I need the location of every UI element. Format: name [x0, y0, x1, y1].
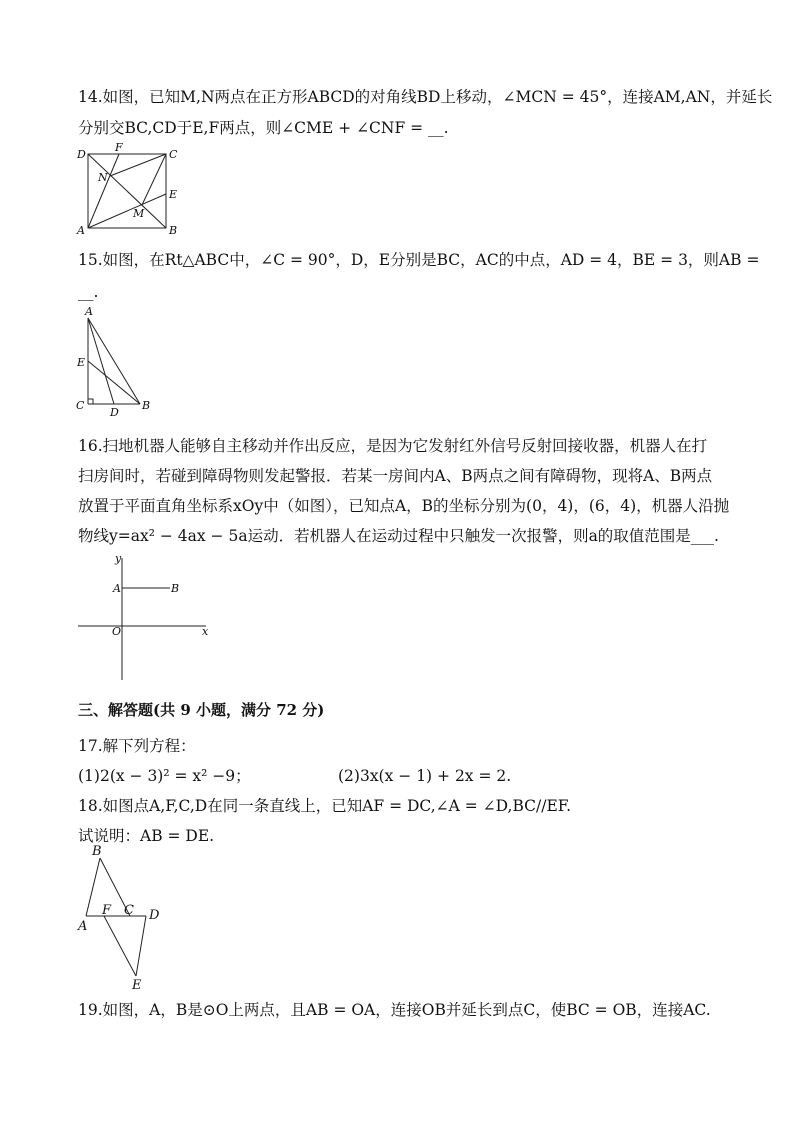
q14-label-e: E [169, 188, 178, 201]
q16-line3: 放置于平面直角坐标系xOy中（如图），已知点A，B的坐标分别为(0，4)，(6，4)，机器人沿抛 [78, 497, 730, 515]
q15-label-e: E [77, 356, 86, 369]
segment-de [136, 916, 146, 976]
q18-line1: 18.如图点A,F,C,D在同一条直线上，已知AF = DC,∠A = ∠D,BC//EF. [78, 797, 572, 815]
q16-line4: 物线y=ax² − 4ax − 5a运动．若机器人在运动过程中只触发一次报警，则a的取值范围是___. [78, 527, 719, 545]
q15-line2: __. [78, 283, 99, 301]
q18-label-a: A [78, 919, 88, 934]
q18-label-b: B [92, 844, 102, 859]
q17-part2: (2)3x(x − 1) + 2x = 2. [338, 767, 512, 785]
q16-line1: 16.扫地机器人能够自主移动并作出反应，是因为它发射红外信号反射回接收器，机器人在打 [78, 437, 708, 455]
q14-label-n: N [98, 171, 108, 184]
diagonal-bd [88, 154, 166, 228]
segment-eb [88, 361, 140, 404]
q16-label-b: B [171, 582, 180, 595]
q17-part1: (1)2(x − 3)² = x² −9； [78, 767, 251, 785]
q15-figure [74, 306, 164, 418]
q14-label-d: D [77, 148, 86, 161]
q16-label-x: x [202, 625, 209, 638]
q15-label-b: B [142, 399, 151, 412]
q19-line1: 19.如图，A，B是⊙O上两点，且AB = OA，连接OB并延长到点C，使BC = OB，连接AC. [78, 1001, 711, 1019]
segment-ad [88, 318, 114, 404]
q15-line1: 15.如图，在Rt△ABC中，∠C = 90°，D，E分别是BC，AC的中点，AD = 4，BE = 3，则AB = [78, 251, 760, 269]
q14-label-f: F [115, 142, 123, 154]
q14-label-c: C [169, 148, 178, 161]
q15-label-c: C [76, 399, 85, 412]
right-angle-mark [88, 399, 93, 404]
section-3-heading: 三、解答题(共 9 小题，满分 72 分) [78, 701, 325, 719]
q18-label-d: D [149, 908, 160, 923]
q18-label-e: E [132, 978, 142, 992]
q14-line1: 14.如图，已知M,N两点在正方形ABCD的对角线BD上移动，∠MCN = 45°，连接AM,AN，并延长 [78, 88, 773, 106]
q16-line2: 扫房间时，若碰到障碍物则发起警报．若某一房间内A、B两点之间有障碍物，现将A、B两点 [78, 467, 713, 485]
q16-figure [74, 552, 214, 682]
q18-figure [74, 842, 174, 992]
q18-line2: 试说明：AB = DE. [78, 827, 215, 845]
q14-label-m: M [133, 207, 145, 220]
q14-line2: 分别交BC,CD于E,F两点，则∠CME + ∠CNF = __. [78, 119, 449, 137]
q16-label-y: y [115, 552, 122, 565]
q16-label-a: A [113, 582, 121, 595]
q14-figure [74, 142, 184, 234]
q16-label-o: O [112, 625, 122, 638]
q15-label-d: D [110, 406, 119, 418]
q18-label-c: C [124, 903, 134, 918]
q15-label-a: A [85, 306, 93, 318]
segment-ab [88, 318, 140, 404]
segment-ef [104, 916, 136, 976]
q18-label-f: F [102, 903, 112, 918]
segment-ab [86, 858, 100, 916]
q17-title: 17.解下列方程： [78, 737, 196, 755]
q14-label-a: A [77, 224, 85, 234]
q14-label-b: B [169, 224, 178, 234]
